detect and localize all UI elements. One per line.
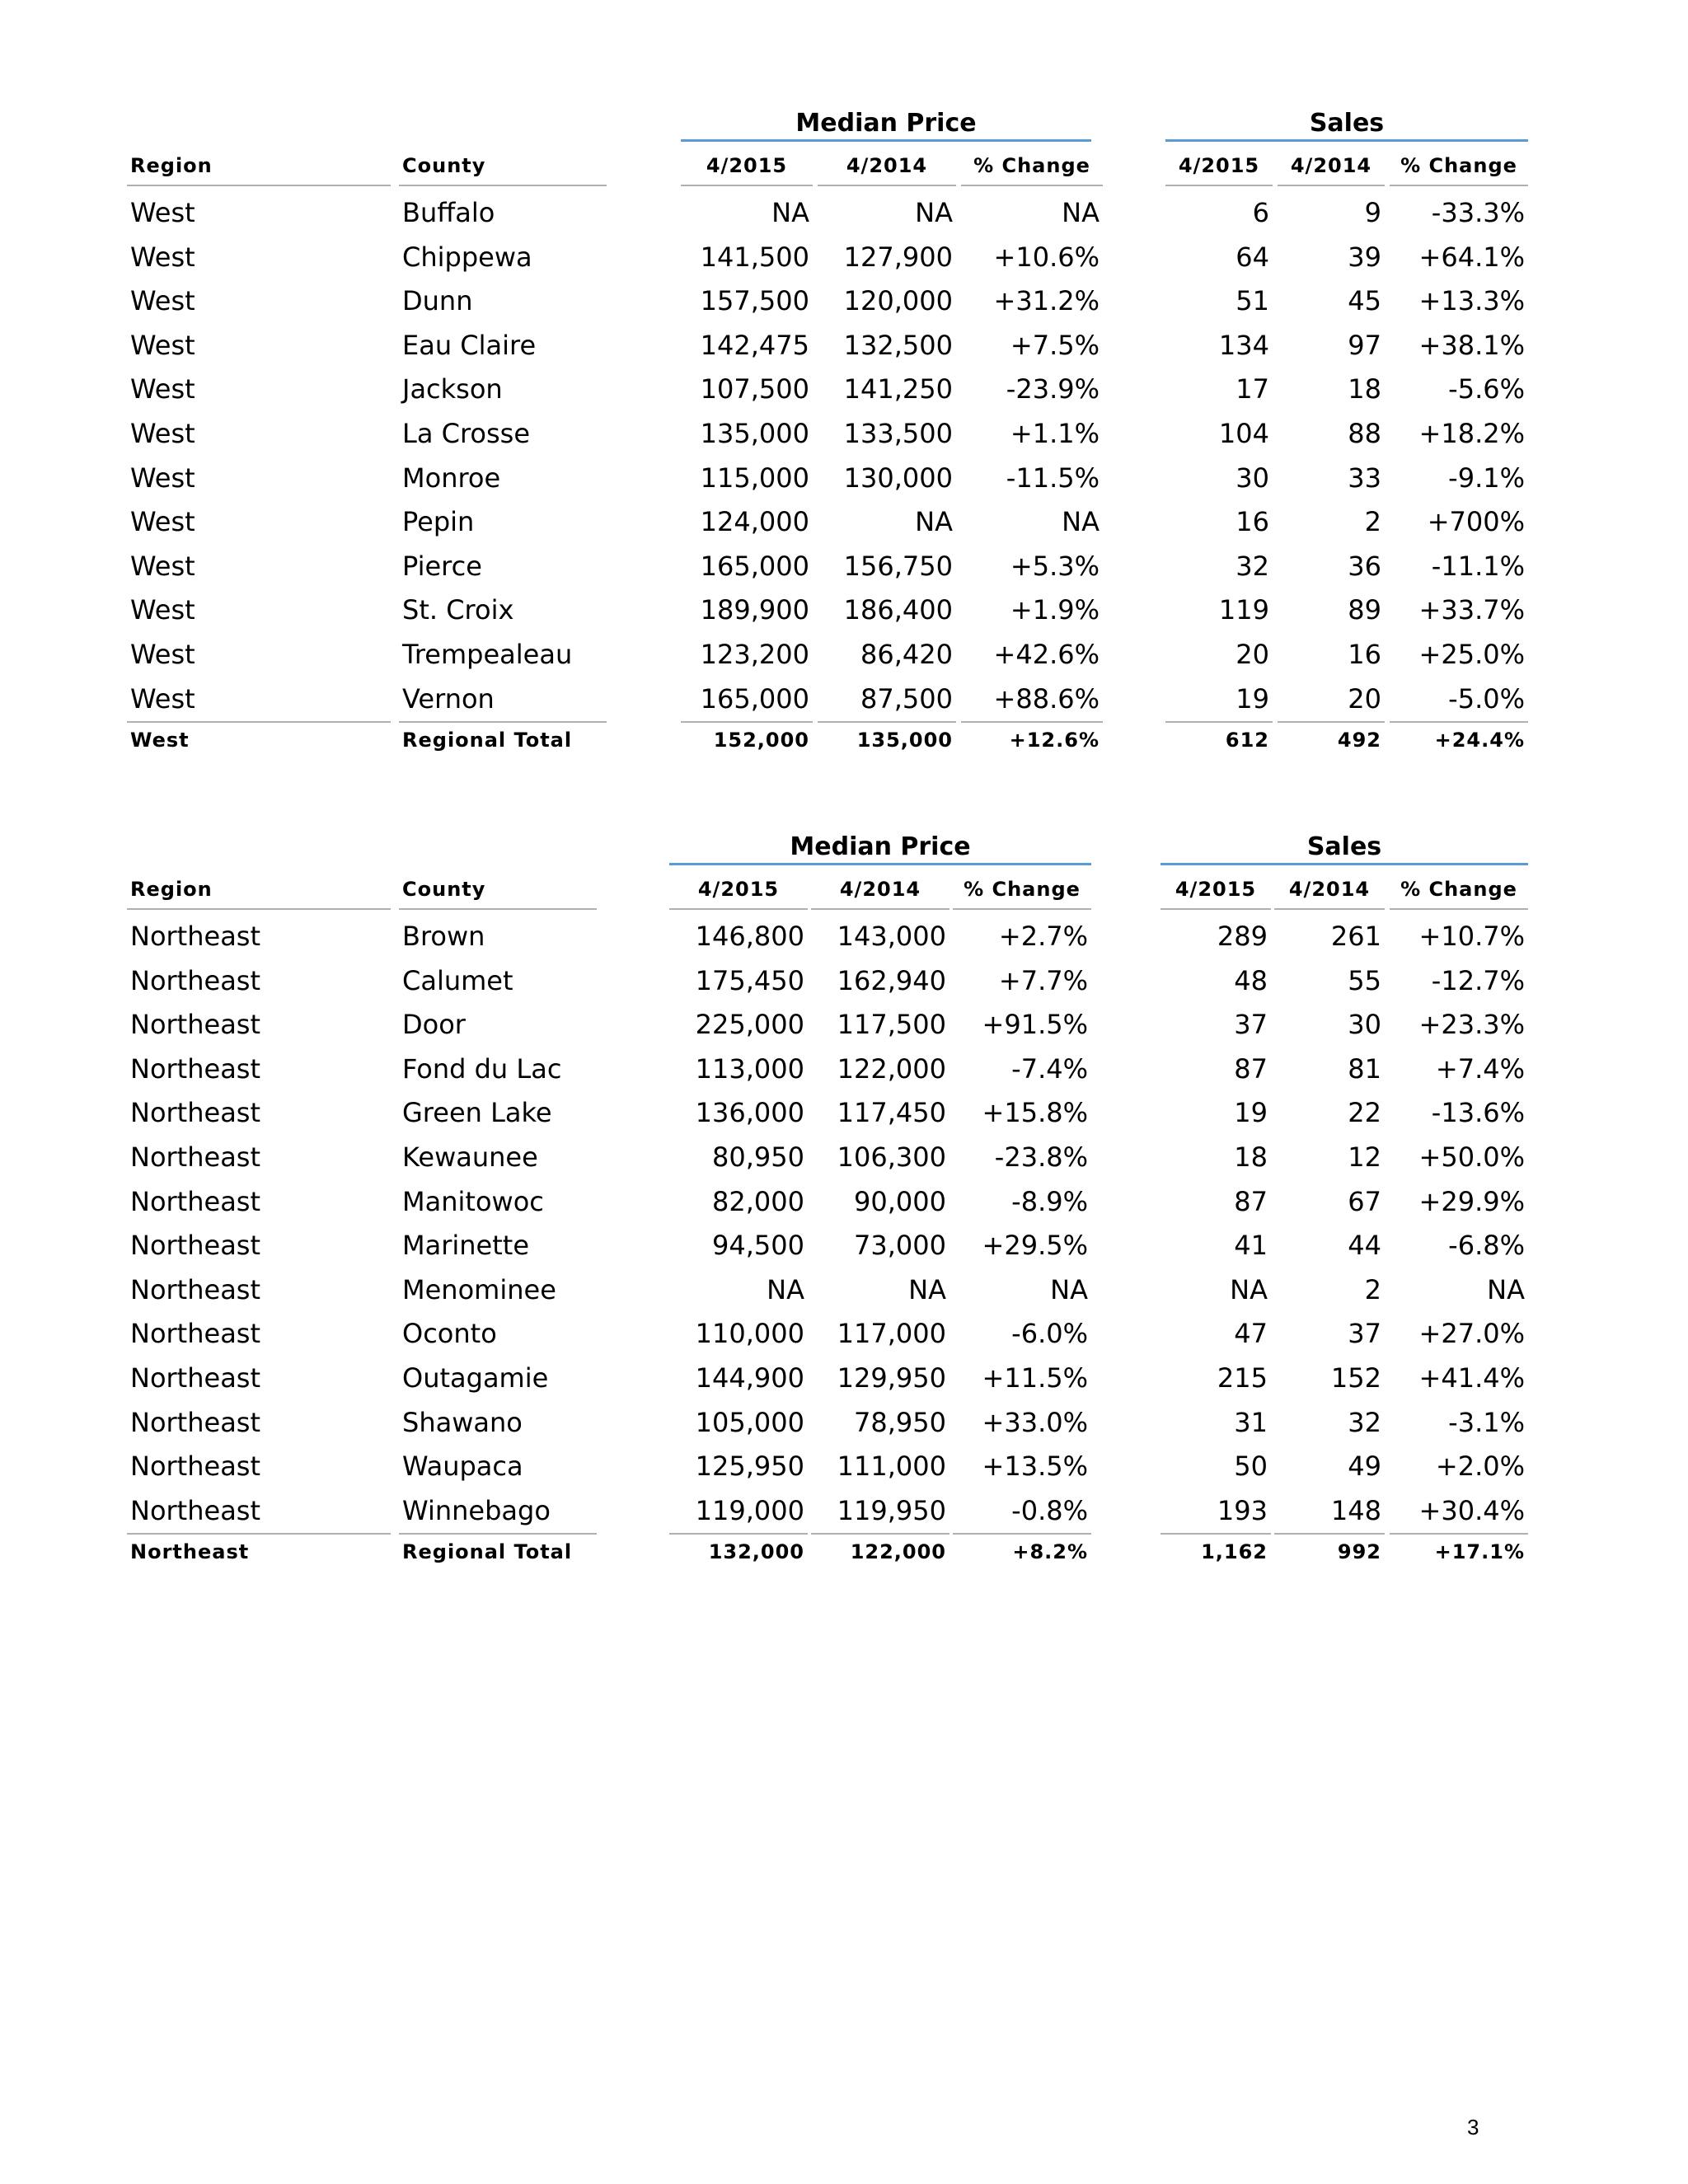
sales-change-cell: +33.7% bbox=[1418, 594, 1525, 626]
median-change-cell: +15.8% bbox=[982, 1097, 1088, 1129]
sales-2015-header: 4/2015 bbox=[1165, 145, 1273, 186]
county-cell: Oconto bbox=[402, 1318, 497, 1350]
sales-2015-cell: 48 bbox=[1234, 964, 1268, 996]
median-2014-cell: 106,300 bbox=[837, 1141, 946, 1173]
sales-2015-cell: 19 bbox=[1236, 682, 1269, 715]
median-2014-cell: NA bbox=[915, 506, 953, 538]
sales-change-cell: +30.4% bbox=[1418, 1494, 1525, 1526]
median-2014-cell: 133,500 bbox=[843, 417, 953, 449]
median-change-cell: -6.0% bbox=[1011, 1318, 1088, 1350]
median-2015-cell: NA bbox=[767, 1273, 804, 1305]
median-2014-cell: 122,000 bbox=[837, 1052, 946, 1085]
table-row bbox=[125, 959, 1528, 1004]
median-2014-cell: 120,000 bbox=[843, 285, 953, 317]
median-2015-cell: 189,900 bbox=[700, 594, 809, 626]
median-2014-cell: 117,000 bbox=[837, 1318, 946, 1350]
sales-2014-cell: 45 bbox=[1348, 285, 1381, 317]
median-change-cell: +1.1% bbox=[1010, 417, 1100, 449]
median-change-cell: -7.4% bbox=[1011, 1052, 1088, 1085]
sales-2014-cell: 18 bbox=[1348, 373, 1381, 405]
region-cell: Northeast bbox=[130, 1009, 261, 1041]
sales-change-cell: +10.7% bbox=[1418, 921, 1525, 952]
region-cell: Northeast bbox=[130, 964, 261, 996]
group-header-row bbox=[125, 831, 1528, 869]
sales-2015-cell: 31 bbox=[1234, 1406, 1268, 1438]
median-price-group-header: Median Price bbox=[681, 107, 1091, 142]
table-row bbox=[125, 368, 1528, 412]
median-2014-cell: 132,500 bbox=[843, 329, 953, 361]
median-2015-cell: NA bbox=[771, 197, 809, 228]
median-2014-cell: 117,500 bbox=[837, 1009, 946, 1041]
sales-2014-cell: 12 bbox=[1348, 1141, 1381, 1173]
table-row bbox=[125, 1180, 1528, 1225]
total-median-2014: 135,000 bbox=[818, 721, 956, 756]
median-2014-cell: 87,500 bbox=[860, 682, 953, 715]
sales-2014-cell: 89 bbox=[1348, 594, 1381, 626]
sales-2015-cell: 50 bbox=[1234, 1451, 1268, 1483]
table-row bbox=[125, 633, 1528, 677]
sales-change-cell: -11.1% bbox=[1431, 550, 1525, 582]
region-cell: Northeast bbox=[130, 1451, 261, 1483]
median-2015-cell: 125,950 bbox=[695, 1451, 804, 1483]
median-change-cell: -23.9% bbox=[1006, 373, 1100, 405]
sales-change-cell: -13.6% bbox=[1431, 1097, 1525, 1129]
median-2015-cell: 165,000 bbox=[700, 682, 809, 715]
median-change-cell: +33.0% bbox=[982, 1406, 1088, 1438]
sales-2014-cell: 81 bbox=[1348, 1052, 1381, 1085]
county-cell: Pepin bbox=[402, 506, 475, 538]
sales-2015-cell: 87 bbox=[1234, 1185, 1268, 1217]
sales-change-cell: +50.0% bbox=[1418, 1141, 1525, 1173]
sales-change-cell: -6.8% bbox=[1448, 1230, 1525, 1262]
table-row bbox=[125, 1003, 1528, 1047]
sales-2014-header: 4/2014 bbox=[1274, 869, 1385, 910]
table-row bbox=[125, 191, 1528, 236]
median-change-cell: +42.6% bbox=[993, 638, 1100, 670]
table-row bbox=[125, 915, 1528, 959]
total-region: Northeast bbox=[127, 1533, 391, 1568]
table-row bbox=[125, 412, 1528, 457]
sales-change-cell: +18.2% bbox=[1418, 417, 1525, 449]
median-change-cell: +88.6% bbox=[993, 682, 1100, 715]
county-cell: Monroe bbox=[402, 462, 501, 494]
region-cell: West bbox=[130, 417, 195, 449]
median-change-cell: NA bbox=[1050, 1273, 1088, 1305]
median-2014-cell: 127,900 bbox=[843, 241, 953, 273]
sales-2014-cell: 39 bbox=[1348, 241, 1381, 273]
median-2014-cell: 117,450 bbox=[837, 1097, 946, 1129]
county-cell: Manitowoc bbox=[402, 1185, 544, 1217]
median-change-cell: +10.6% bbox=[993, 241, 1100, 273]
total-region: West bbox=[127, 721, 391, 756]
region-cell: Northeast bbox=[130, 1141, 261, 1173]
county-cell: Jackson bbox=[402, 373, 503, 405]
median-change-cell: NA bbox=[1062, 506, 1100, 538]
region-cell: West bbox=[130, 197, 195, 228]
table-row bbox=[125, 677, 1528, 722]
sales-2015-header: 4/2015 bbox=[1160, 869, 1271, 910]
table-row bbox=[125, 1091, 1528, 1136]
total-median-2015: 152,000 bbox=[681, 721, 813, 756]
table-row bbox=[125, 457, 1528, 501]
sales-2015-cell: 18 bbox=[1234, 1141, 1268, 1173]
table-row bbox=[125, 500, 1528, 545]
table-row bbox=[125, 545, 1528, 589]
median-2014-cell: NA bbox=[908, 1273, 946, 1305]
sales-2014-header: 4/2014 bbox=[1278, 145, 1385, 186]
median-2015-cell: 94,500 bbox=[712, 1230, 804, 1262]
column-header-row bbox=[125, 145, 1528, 191]
median-2015-cell: 141,500 bbox=[700, 241, 809, 273]
total-sales-2015: 1,162 bbox=[1160, 1533, 1271, 1568]
median-2015-cell: 135,000 bbox=[700, 417, 809, 449]
table-row bbox=[125, 1445, 1528, 1489]
region-cell: Northeast bbox=[130, 1230, 261, 1262]
median-price-group-header: Median Price bbox=[669, 831, 1091, 865]
median-2014-cell: 90,000 bbox=[854, 1185, 946, 1217]
median-2014-cell: 129,950 bbox=[837, 1361, 946, 1394]
sales-2015-cell: NA bbox=[1230, 1273, 1268, 1305]
county-cell: Calumet bbox=[402, 964, 513, 996]
sales-2015-cell: 51 bbox=[1236, 285, 1269, 317]
county-cell: Chippewa bbox=[402, 241, 532, 273]
column-header-row bbox=[125, 869, 1528, 915]
region-cell: West bbox=[130, 682, 195, 715]
total-sales-change: +24.4% bbox=[1390, 721, 1528, 756]
median-change-cell: +5.3% bbox=[1010, 550, 1100, 582]
median-change-cell: +29.5% bbox=[982, 1230, 1088, 1262]
region-cell: Northeast bbox=[130, 1097, 261, 1129]
sales-2014-cell: 32 bbox=[1348, 1406, 1381, 1438]
county-cell: Shawano bbox=[402, 1406, 523, 1438]
northeast-region-table bbox=[125, 831, 1528, 1569]
median-2015-cell: 175,450 bbox=[695, 964, 804, 996]
sales-change-cell: +41.4% bbox=[1418, 1361, 1525, 1394]
median-change-cell: +7.7% bbox=[998, 964, 1088, 996]
sales-change-cell: +7.4% bbox=[1435, 1052, 1525, 1085]
region-cell: West bbox=[130, 550, 195, 582]
sales-2015-cell: 87 bbox=[1234, 1052, 1268, 1085]
table-row bbox=[125, 1401, 1528, 1446]
median-2014-cell: 143,000 bbox=[837, 921, 946, 952]
sales-2015-cell: 6 bbox=[1252, 197, 1269, 228]
median-2014-cell: 78,950 bbox=[854, 1406, 946, 1438]
median-change-cell: -8.9% bbox=[1011, 1185, 1088, 1217]
sales-2015-cell: 215 bbox=[1217, 1361, 1268, 1394]
median-2015-header: 4/2015 bbox=[669, 869, 808, 910]
median-change-cell: NA bbox=[1062, 197, 1100, 228]
median-2015-cell: 142,475 bbox=[700, 329, 809, 361]
median-2014-cell: 111,000 bbox=[837, 1451, 946, 1483]
median-change-cell: -23.8% bbox=[994, 1141, 1088, 1173]
region-cell: Northeast bbox=[130, 1361, 261, 1394]
total-median-2014: 122,000 bbox=[811, 1533, 950, 1568]
median-2015-cell: 105,000 bbox=[695, 1406, 804, 1438]
median-change-header: % Change bbox=[961, 145, 1103, 186]
county-cell: Dunn bbox=[402, 285, 473, 317]
sales-2015-cell: 30 bbox=[1236, 462, 1269, 494]
sales-change-cell: +23.3% bbox=[1418, 1009, 1525, 1041]
sales-change-cell: -3.1% bbox=[1448, 1406, 1525, 1438]
region-cell: Northeast bbox=[130, 1185, 261, 1217]
total-label: Regional Total bbox=[399, 721, 607, 756]
county-header: County bbox=[399, 145, 607, 186]
sales-change-cell: +2.0% bbox=[1435, 1451, 1525, 1483]
county-cell: Buffalo bbox=[402, 197, 495, 228]
table-row bbox=[125, 588, 1528, 633]
median-2015-cell: 123,200 bbox=[700, 638, 809, 670]
total-sales-change: +17.1% bbox=[1390, 1533, 1528, 1568]
county-cell: Fond du Lac bbox=[402, 1052, 562, 1085]
regional-total-row bbox=[125, 1533, 1528, 1569]
median-2015-cell: 225,000 bbox=[695, 1009, 804, 1041]
table-row bbox=[125, 1136, 1528, 1180]
median-2015-cell: 136,000 bbox=[695, 1097, 804, 1129]
region-header: Region bbox=[127, 145, 391, 186]
median-change-cell: +91.5% bbox=[982, 1009, 1088, 1041]
median-change-cell: +11.5% bbox=[982, 1361, 1088, 1394]
sales-change-cell: +64.1% bbox=[1418, 241, 1525, 273]
sales-change-header: % Change bbox=[1390, 145, 1528, 186]
sales-2014-cell: 22 bbox=[1348, 1097, 1381, 1129]
median-2014-cell: 86,420 bbox=[860, 638, 953, 670]
sales-change-cell: NA bbox=[1487, 1273, 1525, 1305]
sales-2014-cell: 97 bbox=[1348, 329, 1381, 361]
region-cell: Northeast bbox=[130, 1318, 261, 1350]
median-2015-cell: 119,000 bbox=[695, 1494, 804, 1526]
median-change-cell: +13.5% bbox=[982, 1451, 1088, 1483]
sales-change-header: % Change bbox=[1390, 869, 1528, 910]
sales-2014-cell: 44 bbox=[1348, 1230, 1381, 1262]
median-2014-cell: 186,400 bbox=[843, 594, 953, 626]
sales-2014-cell: 30 bbox=[1348, 1009, 1381, 1041]
median-2014-cell: 73,000 bbox=[854, 1230, 946, 1262]
sales-2014-cell: 33 bbox=[1348, 462, 1381, 494]
total-median-change: +12.6% bbox=[961, 721, 1103, 756]
county-cell: Outagamie bbox=[402, 1361, 549, 1394]
region-cell: Northeast bbox=[130, 1052, 261, 1085]
sales-2015-cell: 64 bbox=[1236, 241, 1269, 273]
median-2014-header: 4/2014 bbox=[811, 869, 950, 910]
sales-2014-cell: 2 bbox=[1364, 1273, 1381, 1305]
total-sales-2014: 992 bbox=[1274, 1533, 1385, 1568]
region-cell: West bbox=[130, 462, 195, 494]
sales-change-cell: -5.0% bbox=[1448, 682, 1525, 715]
median-2014-cell: 119,950 bbox=[837, 1494, 946, 1526]
county-cell: Brown bbox=[402, 921, 485, 952]
sales-change-cell: +13.3% bbox=[1418, 285, 1525, 317]
median-2015-cell: 157,500 bbox=[700, 285, 809, 317]
sales-change-cell: -33.3% bbox=[1431, 197, 1525, 228]
sales-2014-cell: 148 bbox=[1330, 1494, 1381, 1526]
median-change-cell: -0.8% bbox=[1011, 1494, 1088, 1526]
median-change-header: % Change bbox=[953, 869, 1091, 910]
county-cell: Waupaca bbox=[402, 1451, 523, 1483]
sales-2014-cell: 49 bbox=[1348, 1451, 1381, 1483]
median-2014-header: 4/2014 bbox=[818, 145, 956, 186]
sales-2014-cell: 152 bbox=[1330, 1361, 1381, 1394]
median-2014-cell: 162,940 bbox=[837, 964, 946, 996]
median-2015-cell: 80,950 bbox=[712, 1141, 804, 1173]
region-cell: West bbox=[130, 329, 195, 361]
sales-2014-cell: 2 bbox=[1364, 506, 1381, 538]
sales-change-cell: +25.0% bbox=[1418, 638, 1525, 670]
county-cell: Menominee bbox=[402, 1273, 556, 1305]
sales-2015-cell: 104 bbox=[1218, 417, 1269, 449]
table-body bbox=[125, 191, 1528, 721]
region-cell: Northeast bbox=[130, 921, 261, 952]
region-cell: West bbox=[130, 506, 195, 538]
sales-2014-cell: 9 bbox=[1364, 197, 1381, 228]
table-row bbox=[125, 1047, 1528, 1092]
region-cell: West bbox=[130, 285, 195, 317]
table-row bbox=[125, 1357, 1528, 1401]
county-cell: Eau Claire bbox=[402, 329, 537, 361]
county-cell: St. Croix bbox=[402, 594, 514, 626]
sales-change-cell: -12.7% bbox=[1431, 964, 1525, 996]
group-header-row bbox=[125, 107, 1528, 145]
total-sales-2015: 612 bbox=[1165, 721, 1273, 756]
table-row bbox=[125, 279, 1528, 324]
sales-change-cell: +38.1% bbox=[1418, 329, 1525, 361]
median-change-cell: +1.9% bbox=[1010, 594, 1100, 626]
table-row bbox=[125, 236, 1528, 280]
median-2014-cell: 156,750 bbox=[843, 550, 953, 582]
sales-2014-cell: 55 bbox=[1348, 964, 1381, 996]
sales-2014-cell: 261 bbox=[1330, 921, 1381, 952]
median-2015-cell: 110,000 bbox=[695, 1318, 804, 1350]
regional-total-row bbox=[125, 721, 1528, 757]
county-cell: Green Lake bbox=[402, 1097, 552, 1129]
median-2015-cell: 82,000 bbox=[712, 1185, 804, 1217]
region-cell: West bbox=[130, 638, 195, 670]
sales-2015-cell: 193 bbox=[1217, 1494, 1268, 1526]
median-2015-cell: 165,000 bbox=[700, 550, 809, 582]
county-cell: Kewaunee bbox=[402, 1141, 538, 1173]
sales-change-cell: -5.6% bbox=[1448, 373, 1525, 405]
table-body bbox=[125, 915, 1528, 1533]
region-cell: West bbox=[130, 594, 195, 626]
county-header: County bbox=[399, 869, 597, 910]
region-cell: West bbox=[130, 373, 195, 405]
table-row bbox=[125, 1268, 1528, 1313]
median-2015-cell: 124,000 bbox=[700, 506, 809, 538]
sales-2015-cell: 37 bbox=[1234, 1009, 1268, 1041]
sales-change-cell: +700% bbox=[1427, 506, 1525, 538]
total-median-change: +8.2% bbox=[953, 1533, 1091, 1568]
median-2015-cell: 107,500 bbox=[700, 373, 809, 405]
county-cell: Marinette bbox=[402, 1230, 530, 1262]
sales-2014-cell: 16 bbox=[1348, 638, 1381, 670]
sales-2014-cell: 20 bbox=[1348, 682, 1381, 715]
median-change-cell: -11.5% bbox=[1006, 462, 1100, 494]
region-header: Region bbox=[127, 869, 391, 910]
median-2015-cell: 144,900 bbox=[695, 1361, 804, 1394]
median-2014-cell: 130,000 bbox=[843, 462, 953, 494]
region-cell: Northeast bbox=[130, 1494, 261, 1526]
median-2015-cell: 146,800 bbox=[695, 921, 804, 952]
county-cell: La Crosse bbox=[402, 417, 531, 449]
west-region-table bbox=[125, 107, 1528, 757]
sales-2015-cell: 17 bbox=[1236, 373, 1269, 405]
sales-2015-cell: 119 bbox=[1218, 594, 1269, 626]
sales-2014-cell: 36 bbox=[1348, 550, 1381, 582]
sales-2015-cell: 32 bbox=[1236, 550, 1269, 582]
total-sales-2014: 492 bbox=[1278, 721, 1385, 756]
median-2014-cell: NA bbox=[915, 197, 953, 228]
table-row bbox=[125, 1312, 1528, 1357]
region-cell: Northeast bbox=[130, 1406, 261, 1438]
sales-2015-cell: 19 bbox=[1234, 1097, 1268, 1129]
table-row bbox=[125, 324, 1528, 368]
table-row bbox=[125, 1489, 1528, 1534]
median-2014-cell: 141,250 bbox=[843, 373, 953, 405]
median-2015-cell: 115,000 bbox=[700, 462, 809, 494]
county-cell: Winnebago bbox=[402, 1494, 551, 1526]
sales-2014-cell: 67 bbox=[1348, 1185, 1381, 1217]
table-row bbox=[125, 1224, 1528, 1268]
county-cell: Trempealeau bbox=[402, 638, 573, 670]
county-cell: Door bbox=[402, 1009, 466, 1041]
sales-2014-cell: 88 bbox=[1348, 417, 1381, 449]
sales-group-header: Sales bbox=[1165, 107, 1528, 142]
county-cell: Vernon bbox=[402, 682, 495, 715]
sales-2014-cell: 37 bbox=[1348, 1318, 1381, 1350]
sales-2015-cell: 47 bbox=[1234, 1318, 1268, 1350]
sales-2015-cell: 289 bbox=[1217, 921, 1268, 952]
median-change-cell: +31.2% bbox=[993, 285, 1100, 317]
sales-group-header: Sales bbox=[1160, 831, 1528, 865]
sales-change-cell: -9.1% bbox=[1448, 462, 1525, 494]
county-cell: Pierce bbox=[402, 550, 482, 582]
sales-change-cell: +27.0% bbox=[1418, 1318, 1525, 1350]
sales-2015-cell: 41 bbox=[1234, 1230, 1268, 1262]
page-number: 3 bbox=[1467, 2115, 1479, 2139]
median-change-cell: +2.7% bbox=[998, 921, 1088, 952]
total-median-2015: 132,000 bbox=[669, 1533, 808, 1568]
region-cell: Northeast bbox=[130, 1273, 261, 1305]
median-2015-header: 4/2015 bbox=[681, 145, 813, 186]
total-label: Regional Total bbox=[399, 1533, 597, 1568]
region-cell: West bbox=[130, 241, 195, 273]
sales-2015-cell: 134 bbox=[1218, 329, 1269, 361]
sales-2015-cell: 16 bbox=[1236, 506, 1269, 538]
sales-2015-cell: 20 bbox=[1236, 638, 1269, 670]
median-2015-cell: 113,000 bbox=[695, 1052, 804, 1085]
sales-change-cell: +29.9% bbox=[1418, 1185, 1525, 1217]
median-change-cell: +7.5% bbox=[1010, 329, 1100, 361]
